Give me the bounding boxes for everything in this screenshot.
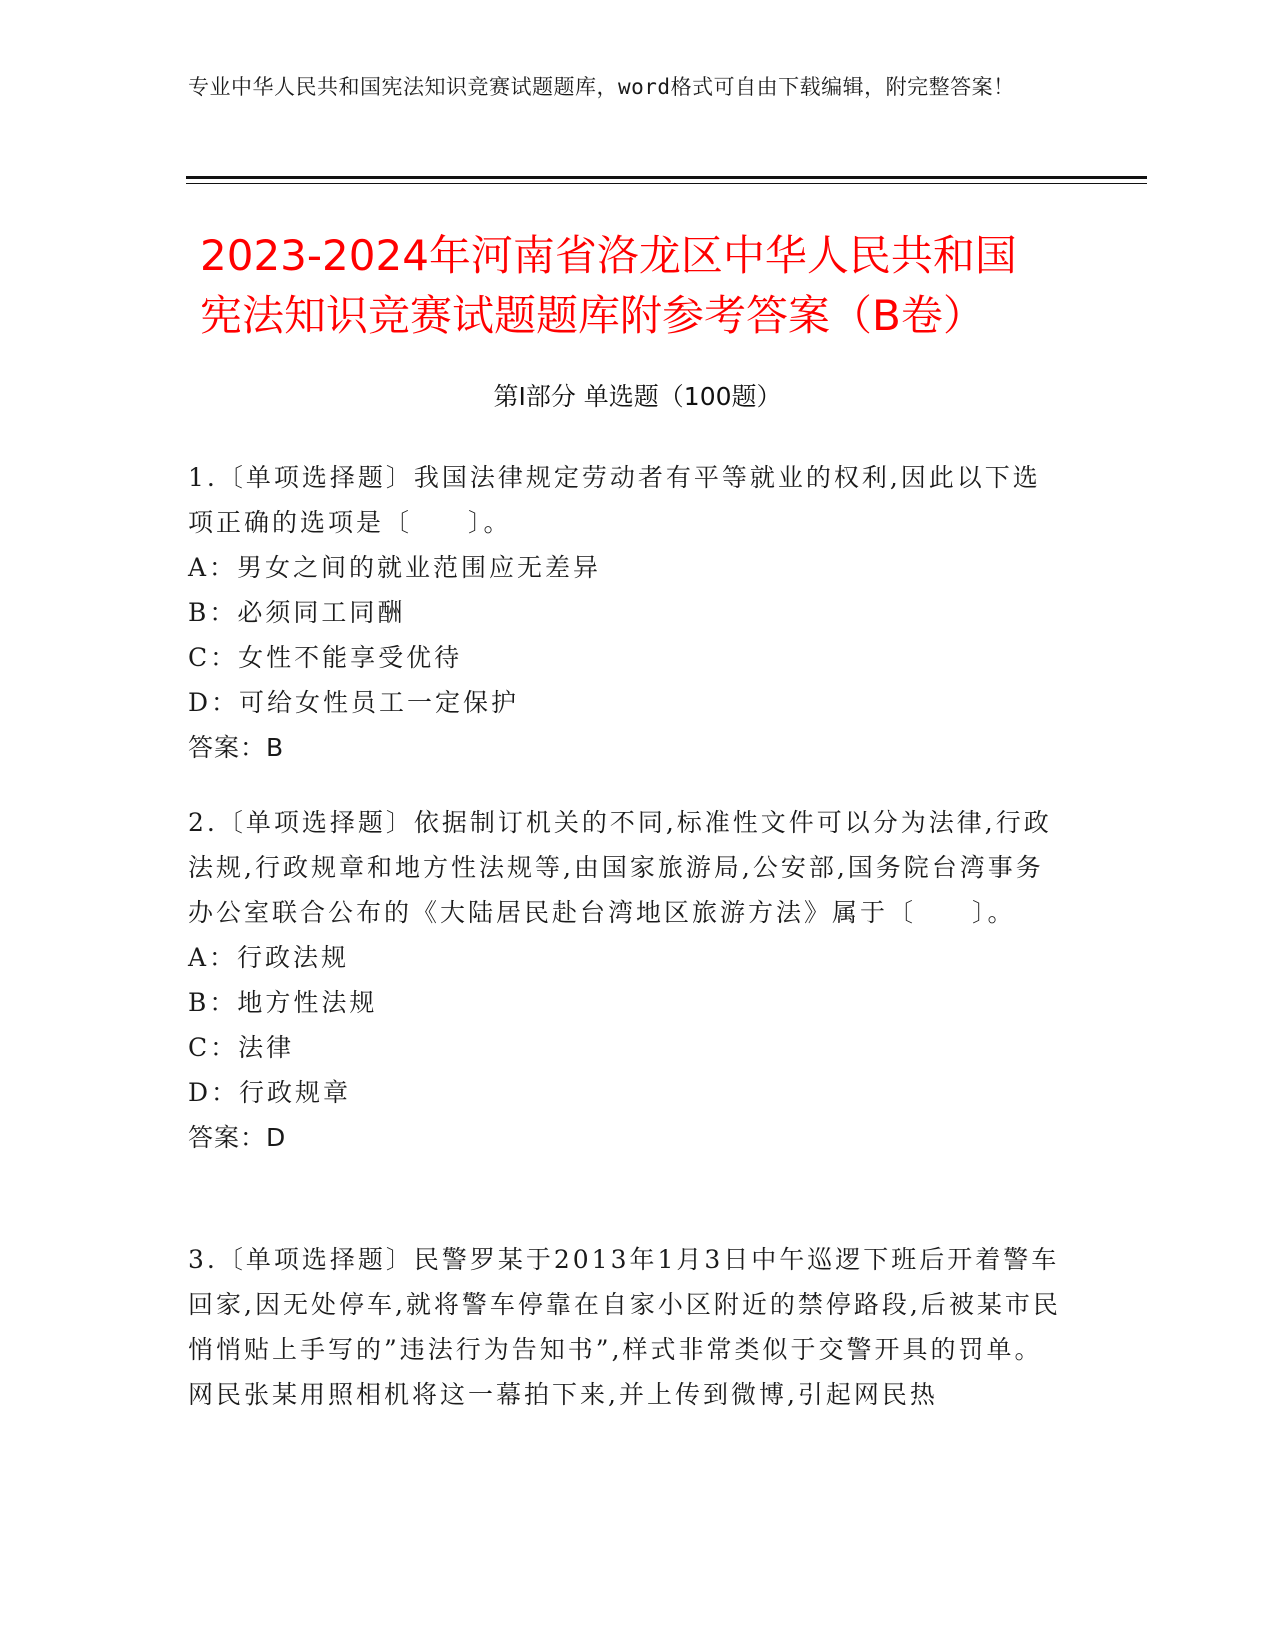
option-d: D：可给女性员工一定保护	[188, 688, 520, 717]
option-a: A：行政法规	[188, 943, 350, 972]
question-3	[188, 1237, 1068, 1417]
option-c: C：女性不能享受优待	[188, 643, 463, 672]
option-c: C：法律	[188, 1033, 295, 1062]
question-text: 1.〔单项选择题〕我国法律规定劳动者有平等就业的权利,因此以下选项正确的选项是〔 〕。	[188, 463, 1041, 537]
header-divider-thin	[186, 183, 1147, 184]
answer: 答案：B	[188, 733, 285, 762]
option-b: B：地方性法规	[188, 988, 378, 1017]
section-title: 第Ⅰ部分 单选题（100题）	[493, 382, 782, 411]
option-b: B：必须同工同酬	[188, 598, 406, 627]
question-1	[188, 455, 1068, 770]
question-2	[188, 800, 1068, 1160]
option-d: D：行政规章	[188, 1078, 352, 1107]
question-text: 2.〔单项选择题〕依据制订机关的不同,标准性文件可以分为法律,行政法规,行政规章和地方性法规等,由国家旅游局,公安部,国务院台湾事务办公室联合公布的《大陆居民赴台湾地区旅游方法》属于〔 〕。	[188, 808, 1052, 927]
question-text: 3.〔单项选择题〕民警罗某于2013年1月3日中午巡逻下班后开着警车回家,因无处停车,就将警车停靠在自家小区附近的禁停路段,后被某市民悄悄贴上手写的”违法行为告知书”,样式非常类似于交警开具的罚单。网民张某用照相机将这一幕拍下来,并上传到微博,引起网民热	[188, 1245, 1061, 1409]
answer: 答案：D	[188, 1123, 287, 1152]
header-divider-thick	[186, 176, 1147, 179]
document-title: 2023-2024年河南省洛龙区中华人民共和国 宪法知识竞赛试题题库附参考答案（B卷）	[200, 231, 1017, 340]
option-a: A：男女之间的就业范围应无差异	[188, 553, 602, 582]
header-note: 专业中华人民共和国宪法知识竞赛试题题库，word格式可自由下载编辑，附完整答案！	[188, 75, 1015, 99]
